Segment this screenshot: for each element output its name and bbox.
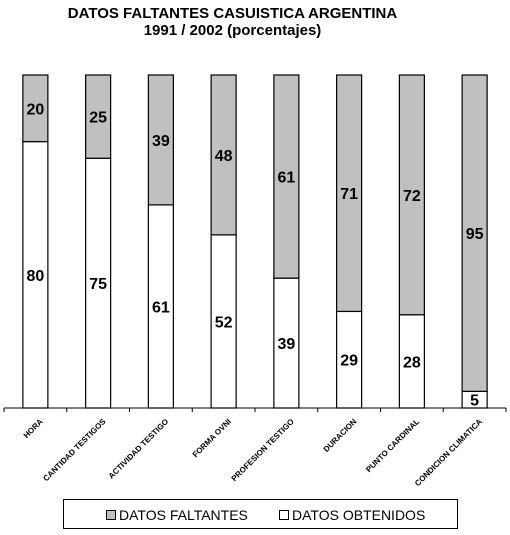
x-tick-label-profesion-testigo: PROFESION TESTIGO bbox=[229, 417, 296, 484]
x-tick-label-punto-cardinal: PUNTO CARDINAL bbox=[364, 417, 422, 475]
data-label-datos-obtenidos-cantidad-testigos: 75 bbox=[89, 276, 108, 294]
x-tick-label-duracion: DURACION bbox=[321, 417, 359, 454]
chart-subtitle: 1991 / 2002 (porcentajes) bbox=[143, 22, 322, 39]
x-tick-label-actividad-testigo: ACTIVIDAD TESTIGO bbox=[106, 417, 171, 481]
data-label-datos-faltantes-cantidad-testigos: 25 bbox=[89, 109, 108, 127]
x-tick-label-cantidad-testigos: CANTIDAD TESTIGOS bbox=[41, 417, 108, 484]
data-label-datos-obtenidos-forma-ovni: 52 bbox=[214, 314, 233, 332]
data-label-datos-faltantes-profesion-testigo: 61 bbox=[277, 169, 296, 187]
legend-swatch-gray bbox=[106, 510, 116, 520]
legend-swatch-white bbox=[279, 510, 289, 520]
data-label-datos-obtenidos-punto-cardinal: 28 bbox=[402, 354, 421, 372]
legend-item-datos-faltantes bbox=[106, 508, 248, 522]
data-label-datos-obtenidos-hora: 80 bbox=[26, 267, 45, 285]
data-label-datos-obtenidos-duracion: 29 bbox=[340, 352, 359, 370]
x-tick-label-hora: HORA bbox=[21, 417, 45, 441]
legend-label-datos-obtenidos: DATOS OBTENIDOS bbox=[292, 507, 426, 523]
data-label-datos-obtenidos-actividad-testigo: 61 bbox=[151, 299, 170, 317]
data-label-datos-faltantes-duracion: 71 bbox=[340, 186, 359, 204]
x-tick-label-forma-ovni: FORMA OVNI bbox=[190, 417, 234, 460]
data-label-datos-faltantes-actividad-testigo: 39 bbox=[151, 132, 170, 150]
data-label-datos-obtenidos-profesion-testigo: 39 bbox=[277, 336, 296, 354]
data-label-datos-obtenidos-condicion-climatica: 5 bbox=[470, 392, 480, 410]
data-label-datos-faltantes-hora: 20 bbox=[26, 101, 45, 119]
legend-item-datos-obtenidos bbox=[279, 508, 425, 522]
x-tick-label-condicion-climatica: CONDICION CLIMATICA bbox=[413, 417, 485, 489]
data-label-datos-faltantes-forma-ovni: 48 bbox=[214, 147, 233, 165]
legend-label-datos-faltantes: DATOS FALTANTES bbox=[119, 507, 248, 523]
chart-title: DATOS FALTANTES CASUISTICA ARGENTINA bbox=[67, 5, 398, 22]
data-label-datos-faltantes-condicion-climatica: 95 bbox=[465, 226, 484, 244]
legend bbox=[63, 499, 458, 529]
data-label-datos-faltantes-punto-cardinal: 72 bbox=[402, 187, 421, 205]
